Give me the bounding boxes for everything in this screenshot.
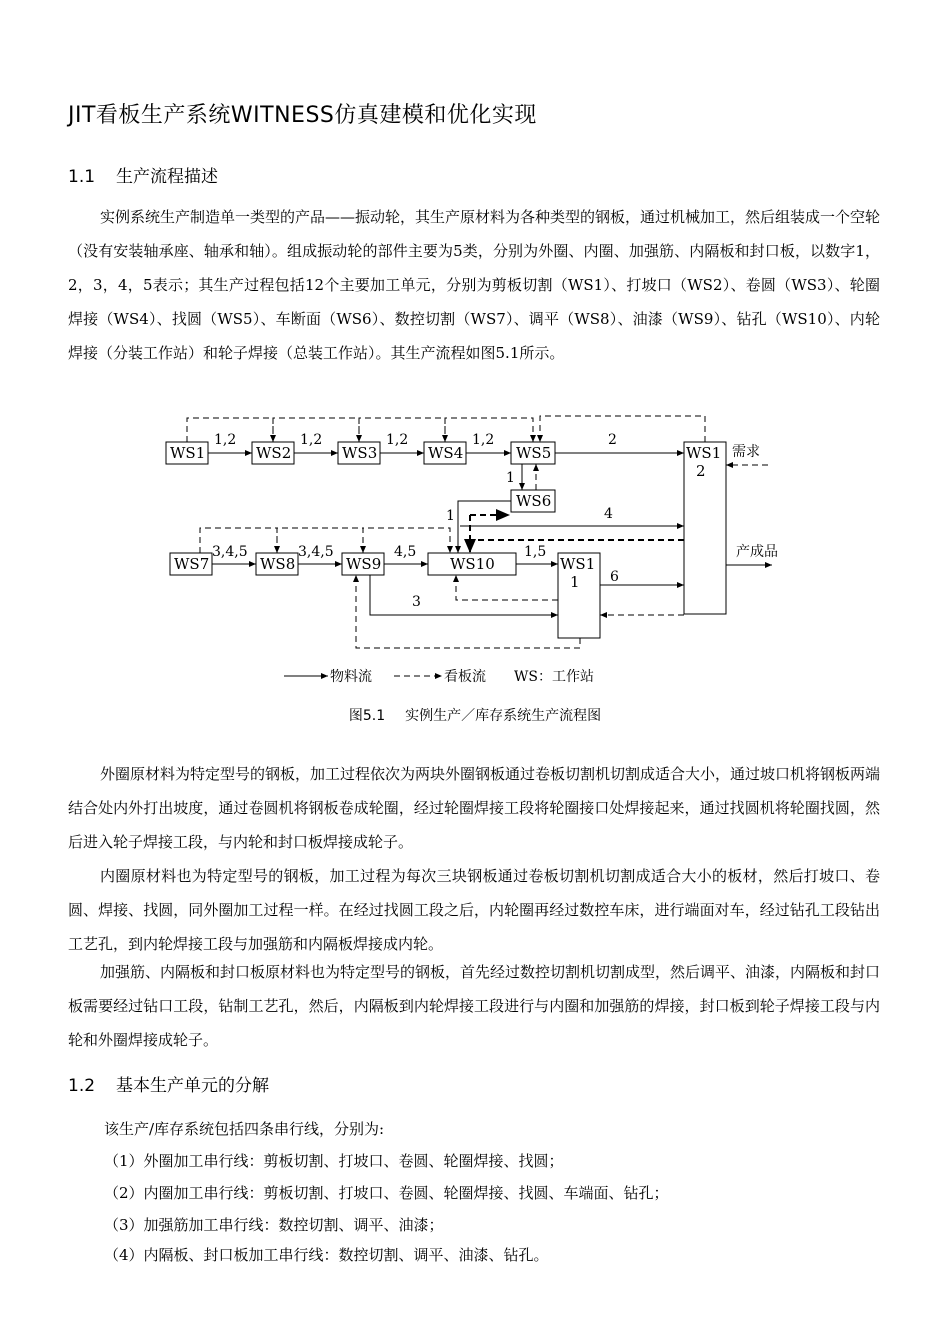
legend-material: 物料流: [330, 669, 372, 685]
figure-caption: [0, 705, 950, 725]
edge-label: 2: [608, 432, 617, 448]
section-title: 生产流程描述: [116, 167, 218, 187]
station-label: WS4: [428, 444, 464, 462]
edge-label: 1,2: [386, 432, 409, 448]
station-label: WS1: [686, 444, 722, 462]
section-title: 基本生产单元的分解: [116, 1076, 269, 1096]
station-label: WS2: [256, 444, 292, 462]
edge-label: 1,2: [214, 432, 237, 448]
legend-kanban: 看板流: [444, 669, 486, 685]
flow-diagram: [160, 410, 800, 690]
section-heading-2: [68, 1071, 269, 1096]
section-number: 1.2: [68, 1076, 96, 1096]
station-label: WS8: [260, 555, 296, 573]
product-label: 产成品: [736, 544, 778, 560]
edge-label: 3,4,5: [212, 544, 248, 560]
station-label: WS3: [342, 444, 378, 462]
caption-text: 实例生产／库存系统生产流程图: [405, 708, 602, 724]
legend-ws: WS：工作站: [514, 669, 594, 685]
body-paragraph: 内圈原材料也为特定型号的钢板，加工过程为每次三块钢板通过卷板切割机切割成适合大小的板材，然后打坡口、卷圆、焊接、找圆，同外圈加工过程一样。在经过找圆工段之后，内轮圈再经过数控车床，进行端面对车，经过钻孔工段钻出工艺孔，到内轮焊接工段与加强筋和内隔板焊接成内轮。: [68, 867, 880, 953]
station-label: 2: [696, 462, 706, 480]
intro-paragraph: 实例系统生产制造单一类型的产品——振动轮，其生产原材料为各种类型的钢板，通过机械加工，然后组装成一个空轮（没有安装轴承座、轴承和轴）。组成振动轮的部件主要为5类，分别为外圈、内圈、加强筋、内隔板和封口板，以数字1，2，3，4，5表示；其生产过程包括12个主要加工单元，分别为剪板切割（WS1）、打坡口（WS2）、卷圆（WS3）、轮圈焊接（WS4）、找圆（WS5）、车断面（WS6）、数控切割（WS7）、调平（WS8）、油漆（WS9）、钻孔（WS10）、内轮焊接（分装工作站）和轮子焊接（总装工作站）。其生产流程如图5.1所示。: [68, 208, 881, 362]
list-intro: 该生产/库存系统包括四条串行线，分别为:: [104, 1120, 385, 1138]
demand-label: 需求: [732, 444, 760, 460]
edge-label: 1: [506, 470, 515, 486]
list-item: （4）内隔板、封口板加工串行线：数控切割、调平、油漆、钻孔。: [104, 1246, 549, 1264]
edge-label: 1,5: [524, 544, 547, 560]
list-item: （3）加强筋加工串行线：数控切割、调平、油漆；: [104, 1216, 444, 1234]
edge-label: 6: [610, 569, 619, 585]
edge-label: 1,2: [472, 432, 495, 448]
station-label: WS6: [516, 492, 552, 510]
edge-label: 3: [412, 594, 421, 610]
caption-number: 图5.1: [348, 708, 386, 724]
edge-label: 4,5: [394, 544, 417, 560]
station-label: WS10: [450, 555, 495, 573]
edge-label: 1,2: [300, 432, 323, 448]
station-label: WS5: [516, 444, 552, 462]
edge-label: 4: [604, 506, 613, 522]
section-number: 1.1: [68, 167, 96, 187]
edge-label: 3,4,5: [298, 544, 334, 560]
page-title: JIT看板生产系统WITNESS仿真建模和优化实现: [68, 103, 537, 128]
station-label: WS1: [170, 444, 206, 462]
edge-label: 1: [446, 508, 455, 524]
station-label: WS9: [346, 555, 382, 573]
list-item: （2）内圈加工串行线：剪板切割、打坡口、卷圆、轮圈焊接、找圆、车端面、钻孔；: [104, 1184, 669, 1202]
station-label: WS7: [174, 555, 210, 573]
body-paragraph: 加强筋、内隔板和封口板原材料也为特定型号的钢板，首先经过数控切割机切割成型，然后调平、油漆，内隔板和封口板需要经过钻口工段，钻制工艺孔，然后，内隔板到内轮焊接工段进行与内圈和加强筋的焊接，封口板到轮子焊接工段与内轮和外圈焊接成轮子。: [68, 963, 881, 1049]
station-label: WS1: [560, 555, 596, 573]
list-item: （1）外圈加工串行线：剪板切割、打坡口、卷圆、轮圈焊接、找圆；: [104, 1152, 564, 1170]
body-paragraph: 外圈原材料为特定型号的钢板，加工过程依次为两块外圈钢板通过卷板切割机切割成适合大小，通过坡口机将钢板两端结合处内外打出坡度，通过卷圆机将钢板卷成轮圈，经过轮圈焊接工段将轮圈接口处焊接起来，通过找圆机将轮圈找圆，然后进入轮子焊接工段，与内轮和封口板焊接成轮子。: [68, 765, 881, 851]
station-label: 1: [570, 573, 580, 591]
section-heading-1: [68, 162, 218, 187]
